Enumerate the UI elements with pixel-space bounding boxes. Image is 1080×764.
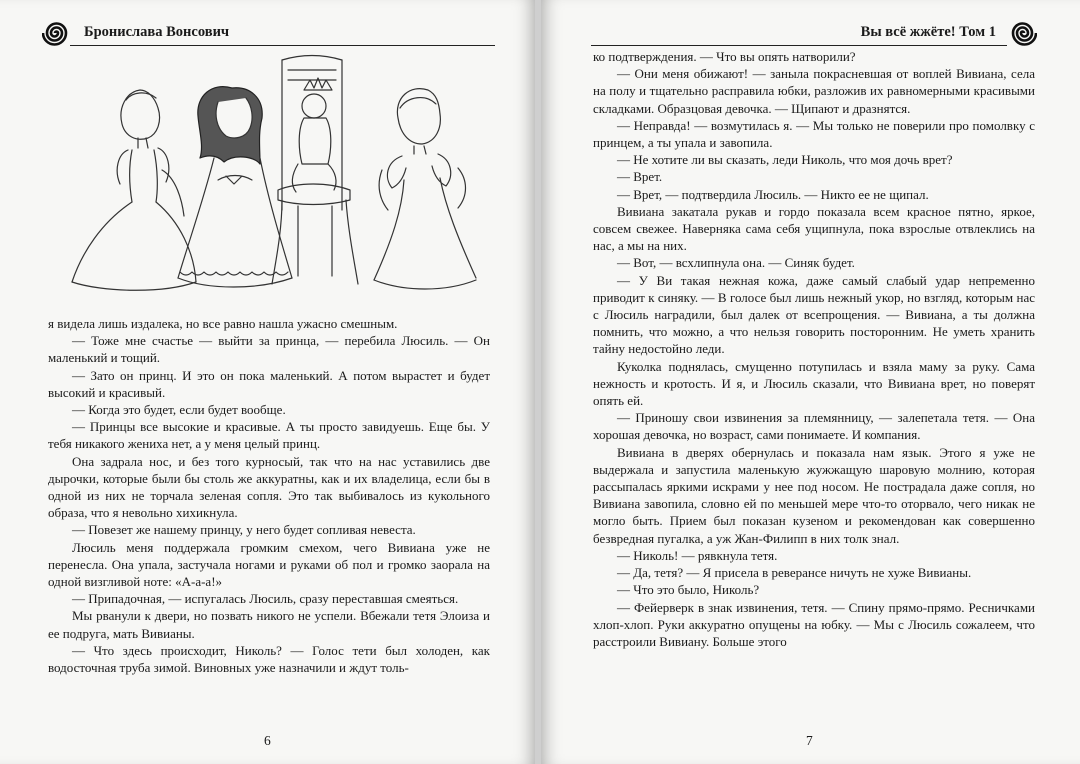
paragraph: Куколка поднялась, смущенно потупилась и взяла маму за руку. Сама нежность и кротость. И я, и Люсиль сказали, что Вивиана врет, но поверят опять ей. [593, 358, 1035, 409]
paragraph: — Зато он принц. И это он пока маленький. А потом вырастет и будет высокий и красивый. [48, 367, 490, 400]
paragraph: Вивиана закатала рукав и гордо показала всем красное пятно, яркое, совсем свежее. Наверняка сама себя ущипнула, пока взрослые отвлеклись на нас, а мы на них. [593, 203, 1035, 254]
paragraph: — Приношу свои извинения за племянницу, — залепетала тетя. — Она хорошая девочка, но возраст, сами понимаете. И компания. [593, 410, 1035, 443]
author-name: Бронислава Вонсович [84, 24, 230, 40]
paragraph: — Повезет же нашему принцу, у него будет сопливая невеста. [72, 522, 416, 538]
header-rule [70, 45, 495, 46]
girl-left-figure [72, 90, 196, 290]
girl-right-figure [374, 89, 476, 289]
paragraph: Вивиана в дверях обернулась и показала нам язык. Этого я уже не выдержала и запустила маленькую жужжащую шаровую молнию, которая рассыпалась яркими искрами у нее под носом. Не пострадала даже сопля, но Вивиана завопила, словно ей по меньшей мере что-то оторвало, чего никак не могло быть. Прием был показан кузеном и рекомендован как совершенно безвредная пугалка, а уж Жан-Филипп в них толк знал. [593, 444, 1035, 546]
spiral-ornament-icon [42, 19, 70, 47]
paragraph: я видела лишь издалека, но все равно нашла ужасно смешным. [48, 316, 398, 331]
paragraph: — Что здесь происходит, Николь? — Голос тети был холоден, как водосточная труба зимой. Виновных уже назначили и ждут толь- [48, 642, 490, 676]
chair-with-doll [272, 56, 358, 285]
paragraph: — Они меня обижают! — заныла покрасневшая от воплей Вивиана, села на полу и тщательно расправила юбки, разложив их равномерными красивыми складками. Образцовая девочка. — Щипают и дразнятся. [593, 66, 1035, 116]
page-number: 6 [264, 733, 271, 748]
paragraph: — Вот, — всхлипнула она. — Синяк будет. [617, 255, 855, 271]
paragraph: — У Ви такая нежная кожа, даже самый слабый удар непременно приводит к синяку. — В голосе был лишь нежный укор, но взгляд, которым нас с Люсиль наградили, был далек от всепрощения. — Вивиана, а ты должна помнить, что можно, а что нельзя говорить посторонним. Не уметь хранить тайну недостойно леди. [593, 272, 1035, 357]
book-title: Вы всё жжёте! Том 1 [860, 24, 996, 40]
paragraph: — Тоже мне счастье — выйти за принца, — перебила Люсиль. — Он маленький и тощий. [48, 333, 490, 366]
paragraph: Мы рванули к двери, но позвать никого не успели. Вбежали тетя Элоиза и ее подруга, мать Вивианы. [48, 608, 490, 641]
paragraph: — Николь! — рявкнула тетя. [617, 547, 778, 563]
paragraph: Люсиль меня поддержала громким смехом, чего Вивиана уже не перенесла. Она упала, застучала ногами и руками об пол и громко заорала на одной визгливой ноте: «А-а-а!» [48, 539, 490, 590]
paragraph: — Когда это будет, если будет вообще. [72, 402, 286, 418]
paragraph: — Не хотите ли вы сказать, леди Николь, что моя дочь врет? [617, 152, 953, 168]
girls-and-doll-illustration [42, 50, 494, 298]
paragraph: — Припадочная, — испугалась Люсиль, сразу переставшая смеяться. [72, 591, 459, 607]
girl-middle-figure [178, 87, 292, 287]
paragraph: — Неправда! — возмутилась я. — Мы только не поверили про помолвку с принцем, а ты упала и завопила. [593, 117, 1035, 151]
paragraph: — Врет, — подтвердила Люсиль. — Никто ее не щипал. [617, 186, 929, 202]
paragraph: Она задрала нос, и без того курносый, так что на нас уставились две дырочки, которые были бы столь же аккуратны, как и их владелица, если бы в одной из них не торчала зеленая сопля. Это так выбивалось из кукольного образа, что я невольно хихикнула. [48, 453, 490, 521]
page-number: 7 [806, 733, 813, 748]
paragraph: — Что это было, Николь? [617, 582, 760, 598]
paragraph: ко подтверждения. — Что вы опять натворили? [593, 49, 856, 64]
paragraph: — Да, тетя? — Я присела в реверансе ничуть не хуже Вивианы. [617, 565, 972, 581]
header-rule [591, 45, 1007, 46]
paragraph: — Принцы все высокие и красивые. А ты просто завидуешь. Еще бы. У тебя никакого жениха нет, а у меня целый принц. [48, 419, 490, 452]
paragraph: — Фейерверк в знак извинения, тетя. — Спину прямо-прямо. Ресничками хлоп-хлоп. Руки аккуратно опущены на юбку. — Мы с Люсиль сожалеем, что расстроили Вивиану. Больше этого [593, 599, 1035, 649]
left-page [0, 0, 535, 764]
spiral-ornament-icon [1009, 19, 1037, 47]
left-page-body [48, 315, 490, 676]
right-page [541, 0, 1080, 764]
right-page-body [593, 48, 1035, 650]
paragraph: — Врет. [617, 169, 663, 185]
